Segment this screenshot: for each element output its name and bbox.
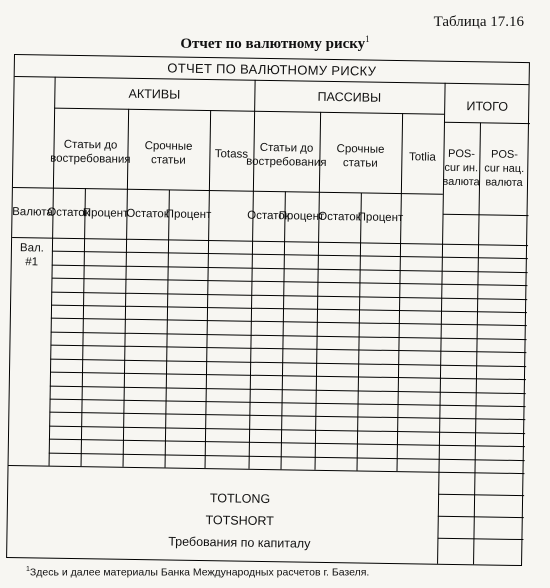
table-title: ОТЧЕТ ПО ВАЛЮТНОМУ РИСКУ: [15, 55, 529, 85]
liab-demand-balance-header: Остаток: [247, 209, 290, 223]
assets-header: АКТИВЫ: [128, 86, 181, 102]
assets-demand-percent-header: Процент: [82, 207, 129, 220]
pos-national-header: POS-cur нац. валюта: [484, 148, 525, 190]
currency-header: Валюта: [12, 205, 53, 219]
assets-term-balance-header: Остаток: [126, 207, 169, 221]
row-label: Вал. #1: [19, 242, 45, 269]
table-row-line: [50, 386, 526, 394]
total-header: ИТОГО: [466, 99, 509, 114]
table-row-line: [51, 305, 527, 313]
assets-demand-header: Статьи до востребования: [50, 138, 131, 166]
footnote-mark: 1: [26, 566, 30, 573]
table-row-line: [50, 359, 526, 367]
table-caption: [0, 34, 550, 53]
assets-term-header: Срочные статьи: [144, 140, 193, 167]
table-row-line: [50, 345, 526, 353]
table-row-line: [52, 251, 528, 259]
table-row-line: [51, 278, 527, 286]
report-table: [6, 54, 530, 566]
table-row-line: [49, 426, 525, 434]
table-row-line: [52, 265, 528, 273]
liabilities-header: ПАССИВЫ: [317, 89, 382, 105]
table-row-line: [51, 318, 527, 326]
grid-line-horizontal: [9, 465, 525, 474]
caption-text: Отчет по валютному риску: [180, 36, 366, 52]
table-row-line: [49, 439, 525, 447]
pos-foreign-header: POS-cur ин. валюта: [442, 147, 480, 189]
table-row-line: [49, 412, 525, 420]
table-row-line: [51, 332, 527, 340]
footnote: [26, 566, 369, 579]
liab-term-header: Срочные статьи: [336, 143, 385, 170]
totass-header: Totass: [214, 148, 249, 161]
totlong-label: TOTLONG: [209, 491, 271, 507]
capital-requirements-label: Требования по капиталу: [168, 534, 311, 551]
totshort-label: TOTSHORT: [205, 513, 274, 529]
liab-demand-percent-header: Процент: [278, 210, 325, 223]
grid-line-horizontal: [443, 214, 529, 216]
table-row-line: [51, 292, 527, 300]
table-row-line: [49, 453, 525, 461]
assets-demand-balance-header: Остаток: [47, 206, 90, 220]
table-row-line: [50, 372, 526, 380]
table-number: Таблица 17.16: [433, 14, 524, 30]
assets-term-percent-header: Процент: [165, 208, 212, 222]
footnote-text: Здесь и далее материалы Банка Международных расчетов г. Базеля.: [29, 566, 370, 579]
table-row-line: [50, 399, 526, 407]
caption-footnote-mark: 1: [365, 34, 370, 44]
liab-term-balance-header: Остаток: [318, 210, 361, 224]
totlia-header: Totlia: [408, 151, 436, 164]
liab-term-percent-header: Процент: [357, 211, 404, 225]
liab-demand-header: Статьи до востребования: [246, 141, 327, 169]
